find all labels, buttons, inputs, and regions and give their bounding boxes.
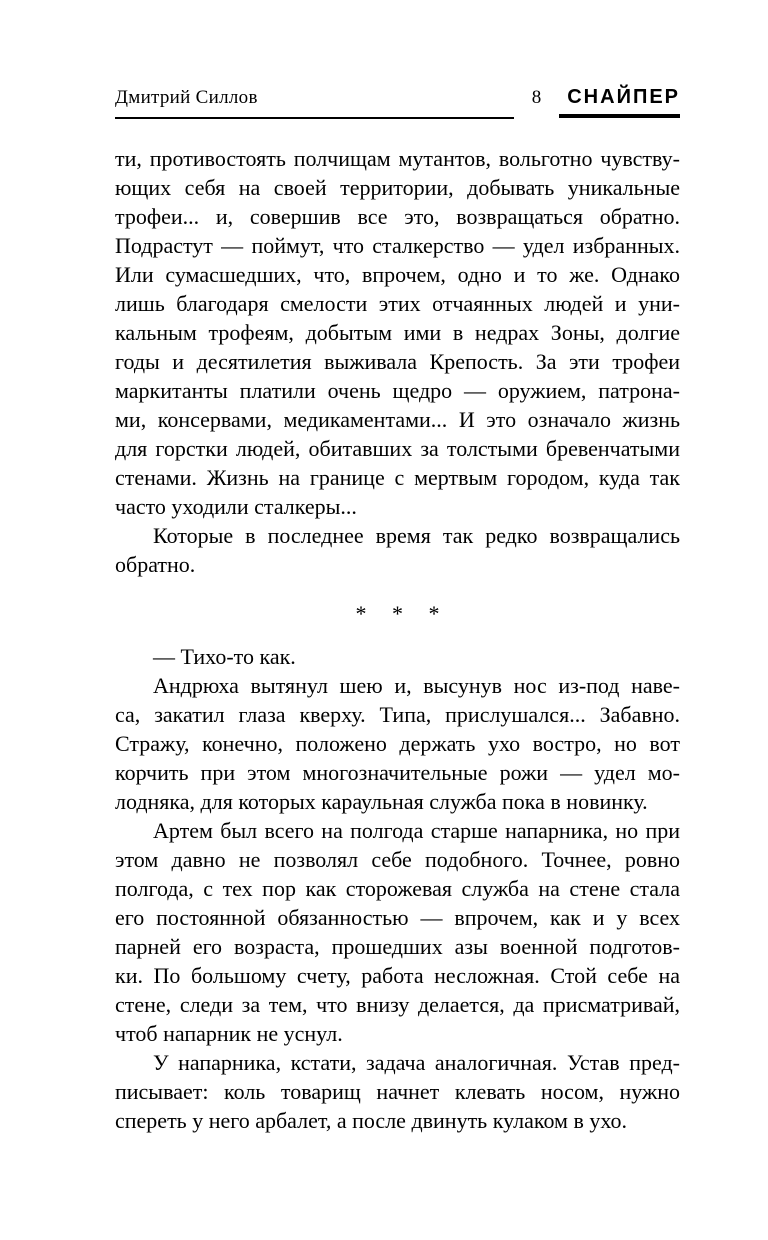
- text-line: Или сумасшедших, что, впрочем, одно и то же. Однако: [115, 262, 680, 287]
- page-body: [115, 144, 680, 1135]
- text-line: Артем был всего на полгода старше напарника, но при: [153, 818, 680, 843]
- book-title-rule: [559, 86, 680, 118]
- text-line: стене, следи за тем, что внизу делается, да присматривай,: [115, 992, 680, 1017]
- paragraph: [115, 521, 680, 579]
- paragraph: [115, 1048, 680, 1135]
- author-name: Дмитрий Силлов: [115, 87, 258, 108]
- text-line: Подрастут — поймут, что сталкерство — удел избранных.: [115, 233, 680, 258]
- paragraph: [115, 816, 680, 1048]
- paragraph: [115, 671, 680, 816]
- text-line: ти, противостоять полчищам мутантов, вольготно чувству-: [115, 146, 680, 171]
- page-number: 8: [531, 87, 542, 108]
- text-line: обратно.: [115, 552, 196, 577]
- text-line: для горстки людей, обитавших за толстыми бревенчатыми: [115, 436, 680, 461]
- author-name-rule: [115, 87, 514, 119]
- text-line: полгода, с тех пор как сторожевая служба на стене стала: [115, 876, 680, 901]
- section-separator: * * *: [355, 601, 440, 626]
- text-line: — Тихо-то как.: [153, 644, 296, 669]
- text-line: стенами. Жизнь на границе с мертвым городом, куда так: [115, 465, 680, 490]
- text-line: Андрюха вытянул шею и, высунув нос из-под наве-: [153, 673, 680, 698]
- text-line: ки. По большому счету, работа несложная. Стой себе на: [115, 963, 680, 988]
- text-line: У напарника, кстати, задача аналогичная. Устав пред-: [153, 1050, 680, 1075]
- text-line: парней его возраста, прошедших азы военной подготов-: [115, 934, 680, 959]
- book-title: СНАЙПЕР: [567, 86, 680, 108]
- text-line: маркитанты платили очень щедро — оружием, патрона-: [115, 378, 680, 403]
- text-line: лодняка, для которых караульная служба пока в новинку.: [115, 789, 648, 814]
- text-line: часто уходили сталкеры...: [115, 494, 357, 519]
- text-line: са, закатил глаза кверху. Типа, прислушался... Забавно.: [115, 702, 680, 727]
- text-line: ми, консервами, медикаментами... И это означало жизнь: [115, 407, 680, 432]
- text-line: ющих себя на своей территории, добывать уникальные: [115, 175, 680, 200]
- text-line: лишь благодаря смелости этих отчаянных людей и уни-: [115, 291, 680, 316]
- text-line: Стражу, конечно, положено держать ухо востро, но вот: [115, 731, 680, 756]
- paragraph: [115, 642, 680, 671]
- text-line: трофеи... и, совершив все это, возвращаться обратно.: [115, 204, 680, 229]
- text-line: этом давно не позволял себе подобного. Точнее, ровно: [115, 847, 680, 872]
- text-line: его постоянной обязанностью — впрочем, как и у всех: [115, 905, 680, 930]
- text-line: Которые в последнее время так редко возвращались: [153, 523, 680, 548]
- running-head: [115, 86, 680, 119]
- text-line: спереть у него арбалет, а после двинуть кулаком в ухо.: [115, 1108, 627, 1133]
- text-line: годы и десятилетия выживала Крепость. За эти трофеи: [115, 349, 680, 374]
- text-line: кальным трофеям, добытым ими в недрах Зоны, долгие: [115, 320, 680, 345]
- text-line: корчить при этом многозначительные рожи — удел мо-: [115, 760, 680, 785]
- text-line: писывает: коль товарищ начнет клевать носом, нужно: [115, 1079, 680, 1104]
- text-line: чтоб напарник не уснул.: [115, 1021, 343, 1046]
- paragraph: [115, 144, 680, 521]
